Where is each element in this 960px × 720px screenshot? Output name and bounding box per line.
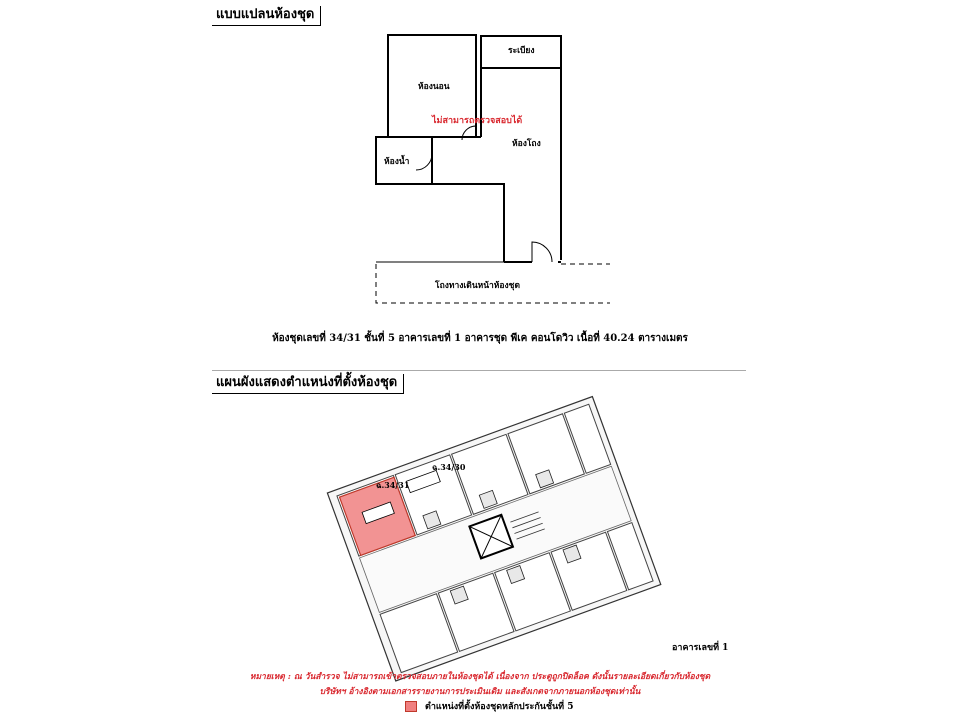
legend-swatch: [405, 701, 417, 712]
unit-label-34-30: ฉ.34/30: [432, 462, 466, 472]
not-inspectable-note: ไม่สามารถตรวจสอบได้: [432, 116, 523, 126]
legend: [405, 699, 574, 713]
floor-plan-title: แบบแปลนห้องชุด: [212, 6, 321, 26]
footnote-line-1: หมายเหตุ : ณ วันสำรวจ ไม่สามารถเข้าตรวจสอบภายในห้องชุดได้ เนื่องจาก ประตูถูกปิดล็อค ดังนั้นรายละเอียดเกี่ยวกับห้องชุด: [249, 672, 711, 682]
footnote-line-2: บริษัทฯ อ้างอิงตามเอกสารรายงานการประเมินเดิม และสังเกตจากภายนอกห้องชุดเท่านั้น: [319, 687, 641, 697]
location-plan-title: แผนผังแสดงตำแหน่งที่ตั้งห้องชุด: [212, 374, 404, 394]
room-label-corridor: โถงทางเดินหน้าห้องชุด: [435, 281, 520, 291]
unit-caption: ห้องชุดเลขที่ 34/31 ชั้นที่ 5 อาคารเลขที่ 1 อาคารชุด พีเค คอนโดวิว เนื้อที่ 40.24 ตารางเมตร: [272, 333, 688, 344]
building-number-label: อาคารเลขที่ 1: [672, 643, 729, 653]
room-label-bathroom: ห้องน้ำ: [384, 157, 410, 167]
legend-label: ตำแหน่งที่ตั้งห้องชุดหลักประกันชั้นที่ 5: [425, 702, 574, 712]
room-label-bedroom: ห้องนอน: [418, 82, 450, 92]
room-label-living: ห้องโถง: [512, 139, 541, 149]
unit-label-34-31: ฉ.34/31: [376, 480, 410, 490]
room-label-balcony: ระเบียง: [508, 46, 535, 56]
